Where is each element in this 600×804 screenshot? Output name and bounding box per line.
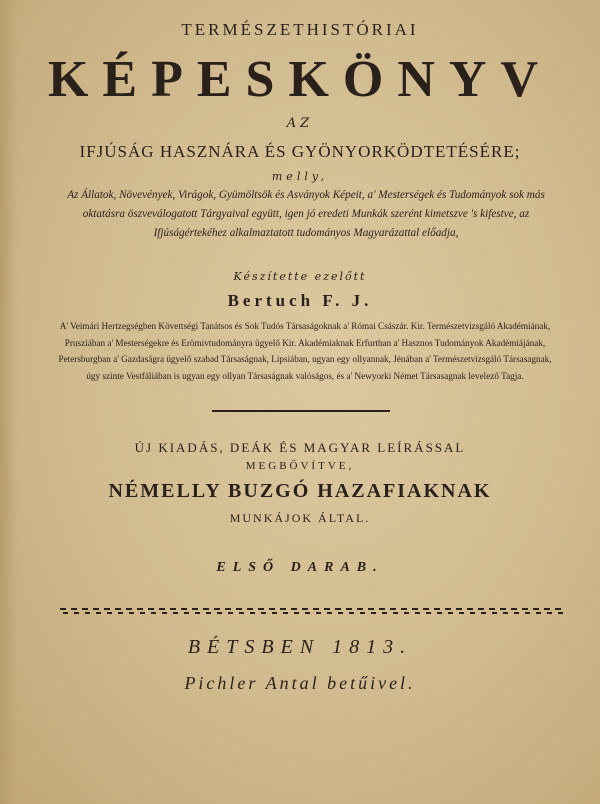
melly-line: melly,: [271, 170, 329, 183]
printer-line: Pichler Antal betűivel.: [184, 673, 416, 693]
edition-line-2: MEGBŐVÍTVE,: [245, 460, 355, 472]
part-line: ELSŐ DARAB.: [216, 560, 384, 575]
place-date-line: BÉTSBEN 1813.: [187, 636, 413, 658]
author-titles-paragraph: A' Veimári Hertzegségben Követtségi Tanátsos és Sok Tudós Társaságoknak a' Római Császár. Kir. Természetvizsgáló Akadémiának, Prusziában a' Mesterségekre és Erömivtudományra ügyelő Kir. Akadémiaknak Erfurtban a' Hasznos Tudományok Akadémiájának, Petersburgban a' Gazdaságra ügyelő szabad Társaságnak, Lipsiában, ugyan egy ollyannak, Jénában a' Természetvizsgáló Társasagnak, úgy szinte Vestfáliában is ugyan egy ollyan Társaságnak valóságos, és a' Newyorki Német Társasagnak levelező Tagja.: [58, 321, 552, 381]
description-paragraph: Az Állatok, Növevények, Virágok, Gyümöltsök és Asványok Képeit, a' Mesterségek és Tudományok sok más oktatásra öszveválogatott Tárgyaival együtt, igen jó eredeti Munkák szerént kimetszve 's kifestve, az Ifjúságértekéhez alkalmaztatott tudományos Magyarázattal előadja,: [67, 189, 545, 239]
divider-rule: [212, 410, 390, 412]
main-title: KÉPESKÖNYV: [47, 51, 553, 108]
supertitle: TERMÉSZETHISTÓRIAI: [181, 20, 419, 39]
author-name: Bertuch F. J.: [227, 291, 373, 310]
works-line: MUNKÁJOK ÁLTAL.: [229, 511, 371, 525]
edition-line: ÚJ KIADÁS, DEÁK ÉS MAGYAR LEÍRÁSSAL: [134, 440, 466, 455]
connector-word: AZ: [286, 116, 314, 131]
by-line: NÉMELLY BUZGÓ HAZAFIAKNAK: [108, 480, 492, 502]
subtitle: IFJÚSÁG HASZNÁRA ÉS GYÖNYORKÖDTETÉSÉRE;: [79, 142, 521, 161]
ornamental-divider: [60, 608, 565, 614]
prepared-by-line: Készítette ezelőtt: [233, 270, 367, 283]
